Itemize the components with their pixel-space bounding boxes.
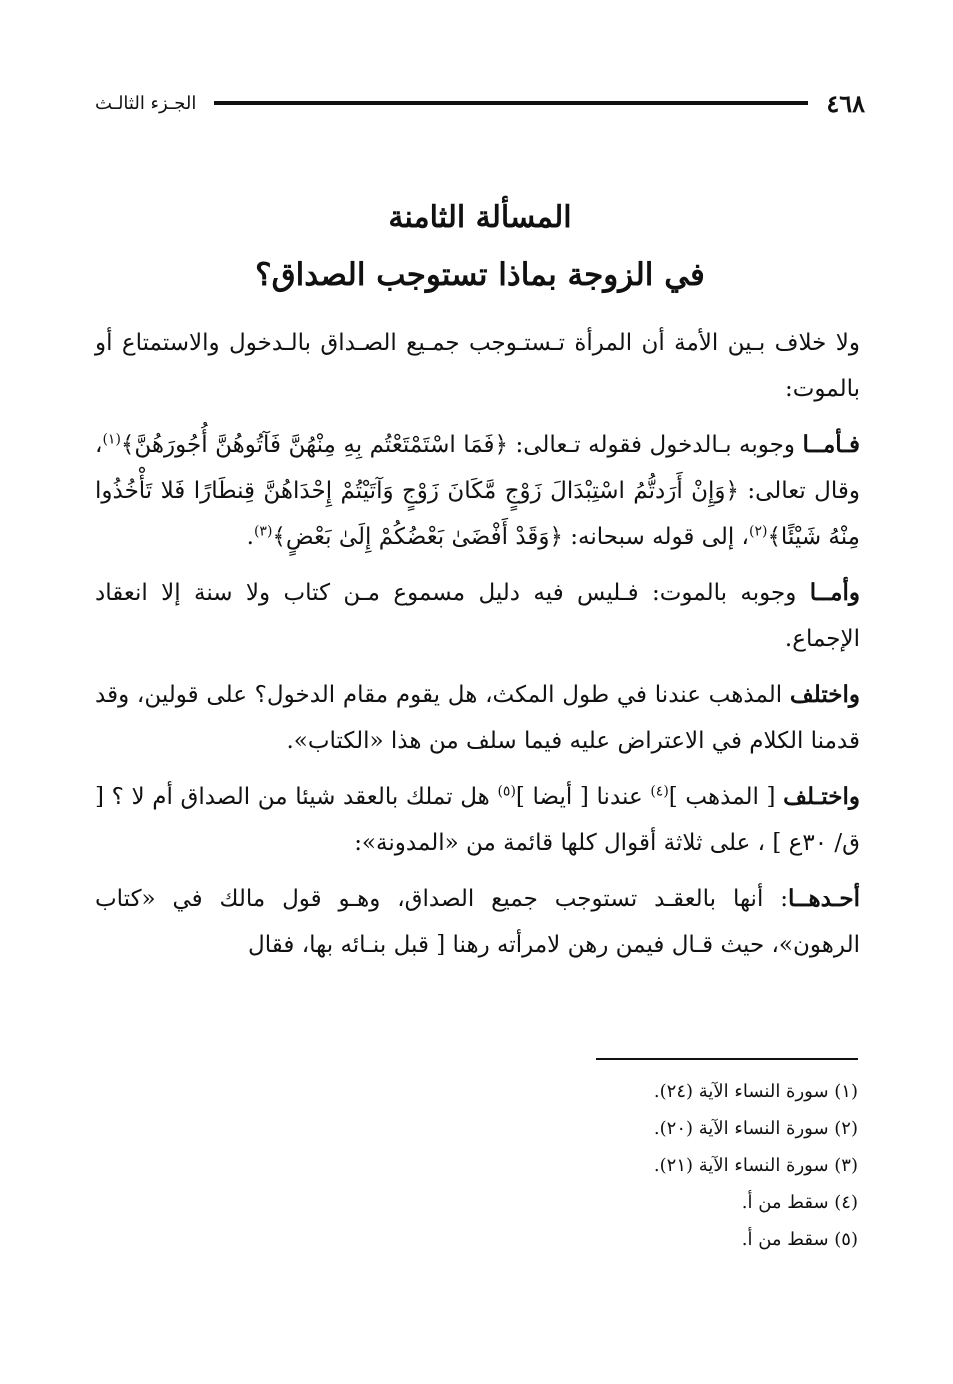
footnote-ref-4[interactable]: (٤) <box>650 783 669 800</box>
footnote-ref-2[interactable]: (٢) <box>748 523 768 540</box>
footnote-3: (٣) سورة النساء الآية (٢١). <box>653 1155 858 1176</box>
paragraph-2 <box>95 422 860 560</box>
paragraph-5-text-b: عندنا [ أيضا ] <box>515 784 651 810</box>
paragraph-5 <box>95 774 860 866</box>
paragraph-3-lead: وأمــا <box>809 579 860 606</box>
paragraph-6-text: : أنها بالعقـد تستوجب جميع الصداق، وهـو قول مالك في «كتاب الرهون»، حيث قـال فيمن رهن لامرأته رهنا [ قبل بنـائه بها، فقال <box>95 886 860 958</box>
footnote-separator <box>596 1058 858 1060</box>
paragraph-1: ولا خلاف بـين الأمة أن المرأة تـستـوجب جمـيع الصـداق بالـدخول والاستمتاع أو بالموت: <box>95 330 860 402</box>
paragraph-4 <box>95 672 860 764</box>
section-title: المسألة الثامنة <box>388 200 572 235</box>
paragraph-2-text-a: وجوبه بـالدخول فقوله تـعالى: ﴿فَمَا اسْتَمْتَعْتُم بِهِ مِنْهُنَّ فَآتُوهُنَّ أُجُورَهُنَّ﴾ <box>120 432 803 458</box>
paragraph-4-text: المذهب عندنا في طول المكث، هل يقوم مقام الدخول؟ على قولين، وقد قدمنا الكلام في الاعتراض عليه فيما سلف من هذا «الكتاب». <box>95 682 860 754</box>
header-rule <box>214 101 808 105</box>
footnote-4: (٤) سقط من أ. <box>741 1192 858 1213</box>
footnote-ref-1[interactable]: (١) <box>102 431 121 448</box>
footnote-5: (٥) سقط من أ. <box>741 1229 858 1250</box>
footnote-ref-5[interactable]: (٥) <box>497 783 516 800</box>
paragraph-3-text: وجوبه بالموت: فـليس فيه دليل مسموع مـن كتاب ولا سنة إلا انعقاد الإجماع. <box>95 580 860 652</box>
paragraph-6-lead: أحـدهــا <box>787 885 860 912</box>
paragraph-2-lead: فـأمــا <box>802 431 860 458</box>
page-header <box>95 88 865 118</box>
paragraph-2-text-b: ، وقال تعالى: ﴿وَإِنْ أَرَدتُّمُ اسْتِبْدَالَ زَوْجٍ مَّكَانَ زَوْجٍ وَآتَيْتُمْ إِحْدَاهُنَّ قِنطَارًا فَلا تَأْخُذُوا مِنْهُ شَيْئًا﴾ <box>95 432 860 550</box>
paragraph-5-lead: واختـلف <box>783 783 860 810</box>
paragraph-2-text-c: ، إلى قوله سبحانه: ﴿وَقَدْ أَفْضَىٰ بَعْضُكُمْ إِلَىٰ بَعْضٍ﴾ <box>272 524 749 550</box>
paragraph-3 <box>95 570 860 662</box>
paragraph-6 <box>95 876 860 968</box>
section-subtitle: في الزوجة بماذا تستوجب الصداق؟ <box>255 257 705 293</box>
paragraph-4-lead: واختلف <box>789 681 860 708</box>
paragraph-5-text-c: هل تملك بالعقد شيئا من الصداق أم لا ؟ [ ق/ ٣٠ع ] ، على ثلاثة أقوال كلها قائمة من «المدونة»: <box>95 784 860 856</box>
footnote-1: (١) سورة النساء الآية (٢٤). <box>653 1081 858 1102</box>
paragraph-2-text-d: . <box>246 524 254 550</box>
paragraph-5-text-a: [ المذهب ] <box>668 784 784 810</box>
footnotes <box>358 1073 858 1258</box>
body-text <box>95 320 860 978</box>
part-title: الجـزء الثالـث <box>95 92 197 114</box>
page-number: ٤٦٨ <box>826 88 865 118</box>
footnote-2: (٢) سورة النساء الآية (٢٠). <box>653 1118 858 1139</box>
footnote-ref-3[interactable]: (٣) <box>253 523 273 540</box>
